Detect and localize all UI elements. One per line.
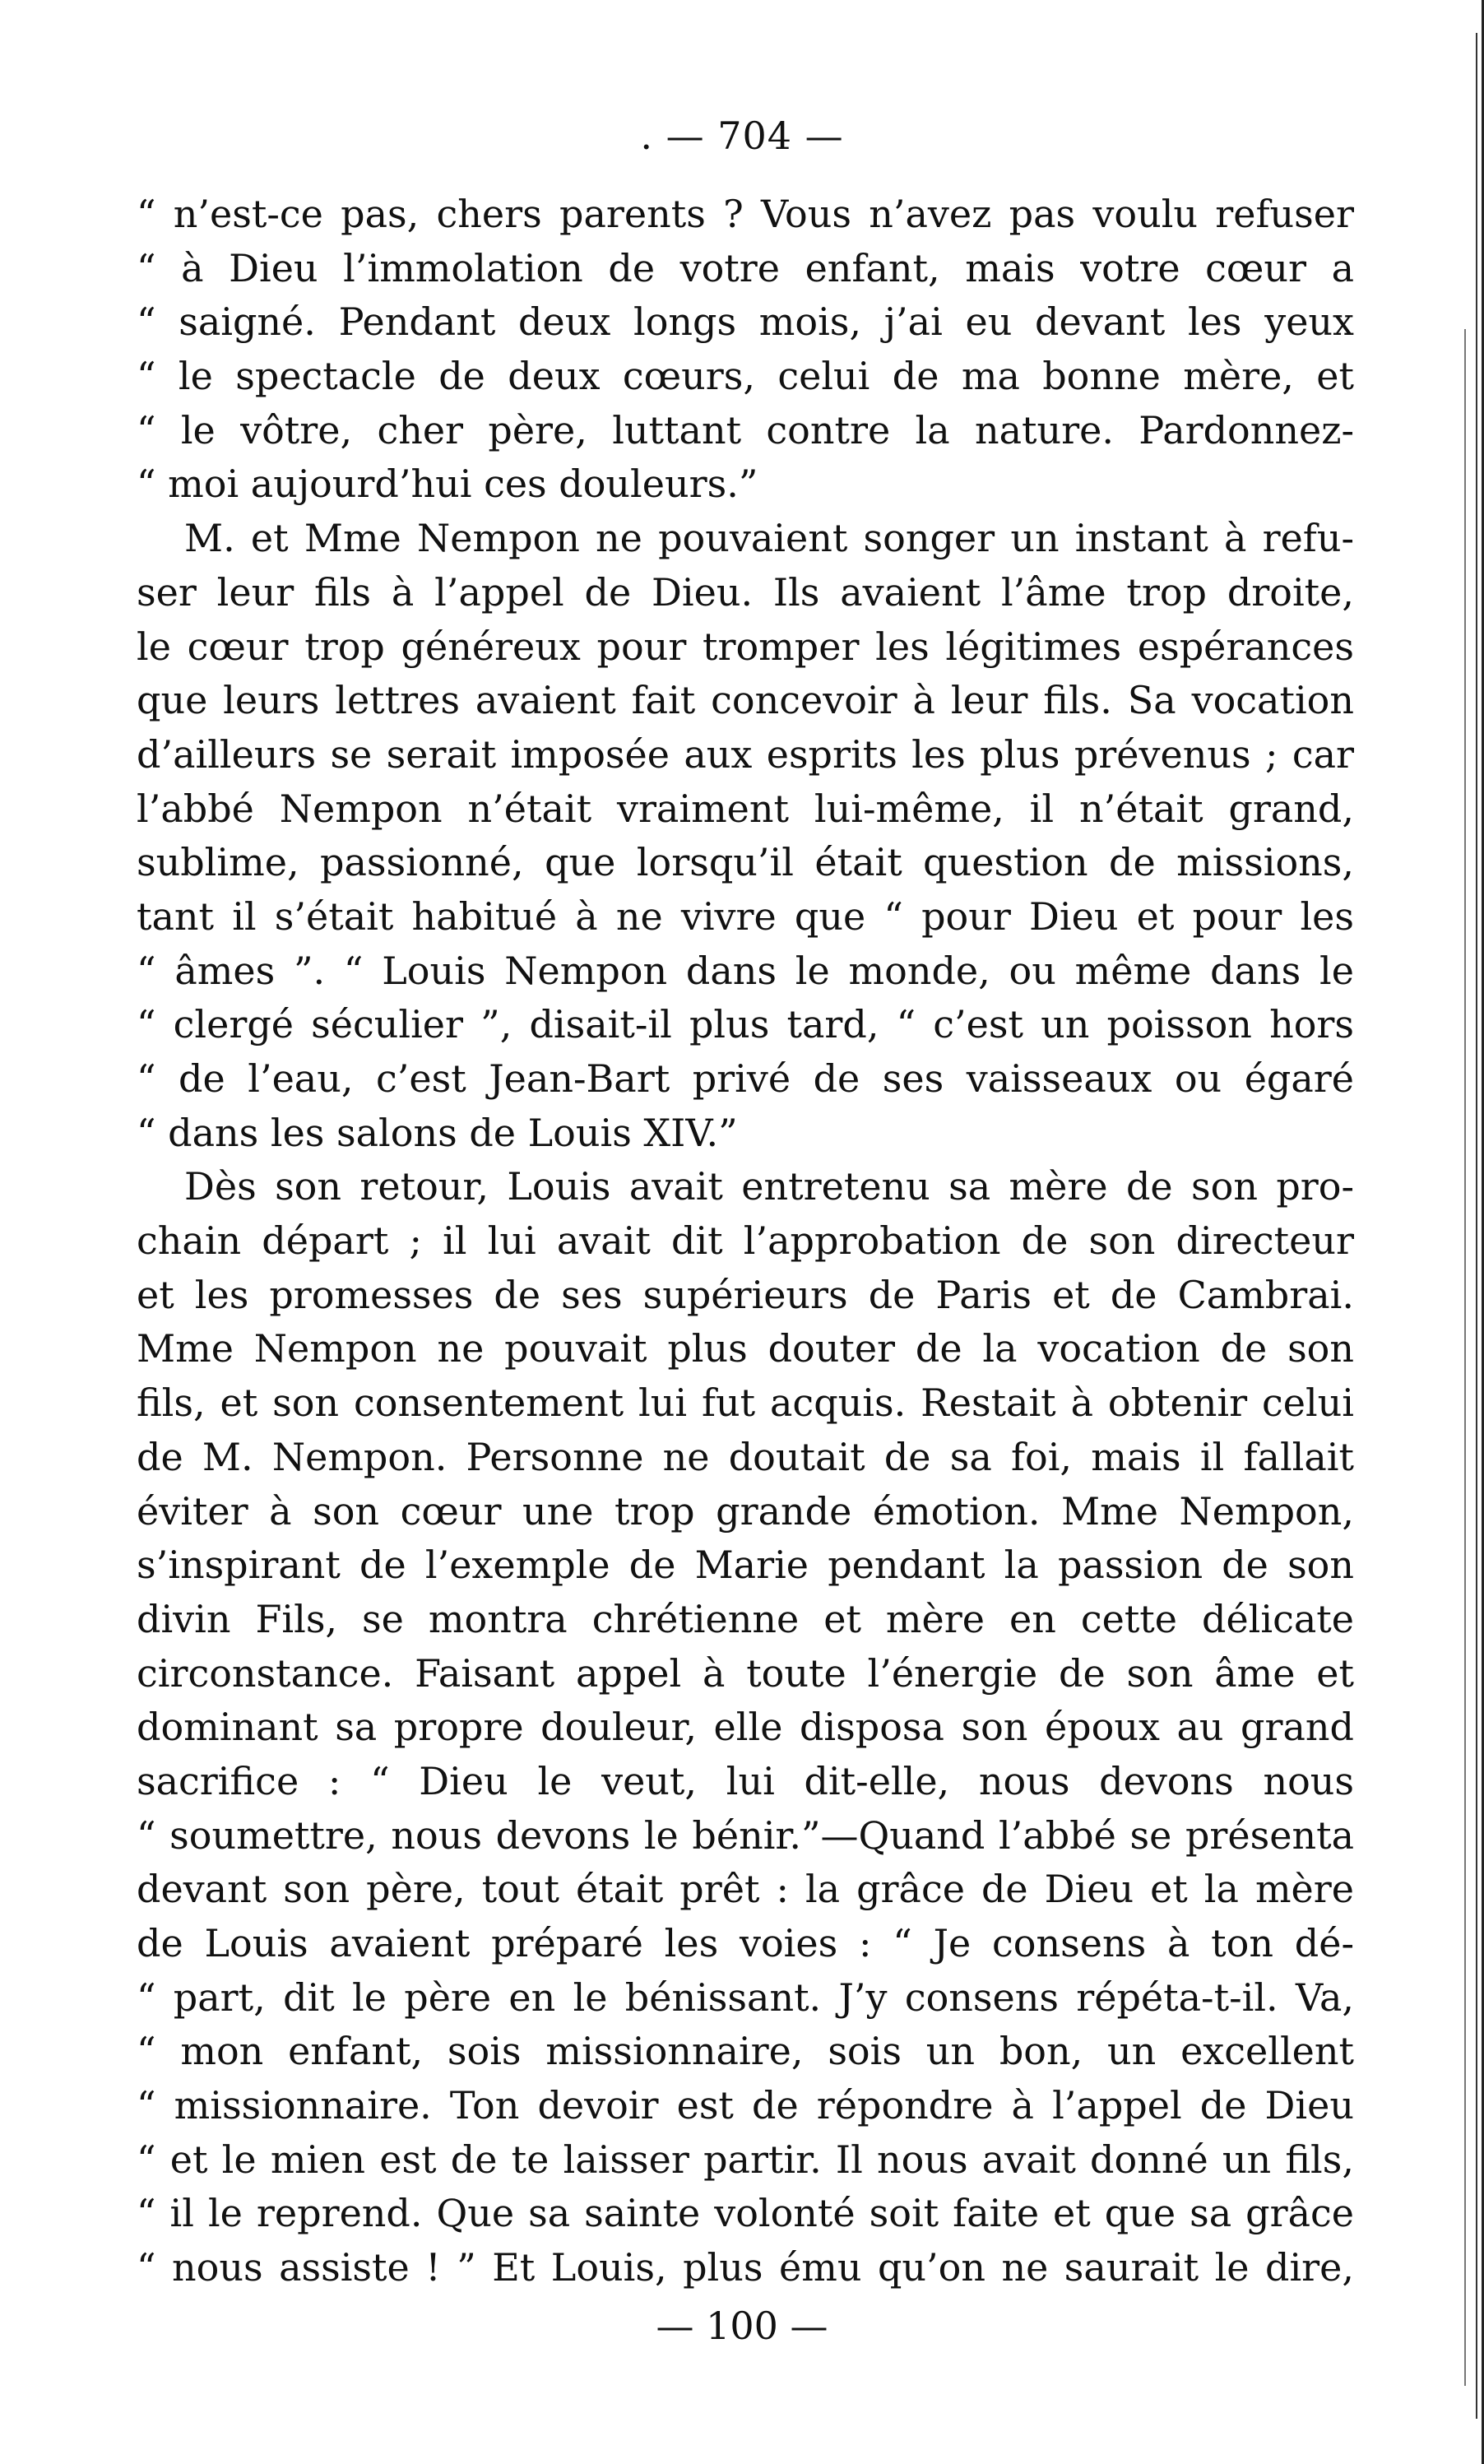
text-line: “ il le reprend. Que sa sainte volonté soit faite et que sa grâce	[137, 2191, 1354, 2236]
text-line: “ n’est-ce pas, chers parents ? Vous n’avez pas voulu refuser	[137, 192, 1354, 236]
text-line: fils, et son consentement lui fut acquis. Restait à obtenir celui	[137, 1380, 1354, 1426]
text-line: “ nous assiste ! ” Et Louis, plus ému qu’on ne saurait le dire,	[137, 2245, 1354, 2290]
page-edge-line	[1476, 33, 1477, 2419]
text-line: “ de l’eau, c’est Jean-Bart privé de ses vaisseaux ou égaré	[137, 1056, 1354, 1101]
text-line: et les promesses de ses supérieurs de Paris et de Cambrai.	[137, 1272, 1354, 1317]
text-line: de M. Nempon. Personne ne doutait de sa foi, mais il fallait	[137, 1434, 1354, 1479]
text-line: “ saigné. Pendant deux longs mois, j’ai eu devant les yeux	[137, 299, 1354, 345]
text-line: “ âmes ”. “ Louis Nempon dans le monde, ou même dans le	[137, 948, 1354, 993]
text-line: divin Fils, se montra chrétienne et mère en cette délicate	[137, 1596, 1354, 1641]
text-line: M. et Mme Nempon ne pouvaient songer un instant à refu-	[184, 516, 1354, 561]
signature-mark-footer: — 100 —	[656, 2304, 828, 2348]
text-line: dominant sa propre douleur, elle disposa son époux au grand	[137, 1705, 1354, 1750]
text-line: “ le vôtre, cher père, luttant contre la nature. Pardonnez-	[137, 407, 1354, 452]
page-edge-line	[1464, 329, 1466, 2386]
text-line: “ soumettre, nous devons le bénir.”—Quand l’abbé se présenta	[137, 1812, 1354, 1858]
text-line: “ moi aujourd’hui ces douleurs.”	[137, 462, 758, 507]
text-line: circonstance. Faisant appel à toute l’énergie de son âme et	[137, 1650, 1354, 1696]
text-line: éviter à son cœur une trop grande émotion. Mme Nempon,	[137, 1488, 1354, 1534]
text-line: sacrifice : “ Dieu le veut, lui dit-elle, nous devons nous	[137, 1758, 1354, 1803]
text-line: l’abbé Nempon n’était vraiment lui-même, il n’était grand,	[137, 786, 1354, 831]
text-line: Mme Nempon ne pouvait plus douter de la vocation de son	[137, 1326, 1354, 1371]
text-line: devant son père, tout était prêt : la grâce de Dieu et la mère	[137, 1867, 1354, 1912]
body-text	[137, 188, 1354, 2295]
text-line: chain départ ; il lui avait dit l’approbation de son directeur	[137, 1218, 1354, 1264]
text-line: de Louis avaient préparé les voies : “ Je consens à ton dé-	[137, 1921, 1354, 1965]
text-line: “ dans les salons de Louis XIV.”	[137, 1110, 738, 1155]
scanned-page-edge	[1451, 0, 1484, 2464]
text-line: d’ailleurs se serait imposée aux esprits les plus prévenus ; car	[137, 731, 1354, 777]
text-line: “ le spectacle de deux cœurs, celui de ma bonne mère, et	[137, 354, 1354, 399]
text-line: ser leur fils à l’appel de Dieu. Ils avaient l’âme trop droite,	[137, 569, 1354, 615]
text-line: que leurs lettres avaient fait concevoir à leur fils. Sa vocation	[137, 678, 1354, 723]
text-line: “ clergé séculier ”, disait-il plus tard, “ c’est un poisson hors	[137, 1002, 1354, 1047]
text-line: Dès son retour, Louis avait entretenu sa mère de son pro-	[184, 1164, 1354, 1209]
text-line: le cœur trop généreux pour tromper les légitimes espérances	[137, 624, 1354, 669]
text-line: “ mon enfant, sois missionnaire, sois un bon, un excellent	[137, 2029, 1354, 2074]
page-number-header: . — 704 —	[640, 114, 844, 158]
text-line: “ part, dit le père en le bénissant. J’y consens répéta-t-il. Va,	[137, 1974, 1354, 2020]
text-line: s’inspirant de l’exemple de Marie pendant la passion de son	[137, 1543, 1354, 1588]
text-line: sublime, passionné, que lorsqu’il était question de missions,	[137, 840, 1354, 885]
text-line: “ et le mien est de te laisser partir. Il nous avait donné un fils,	[137, 2137, 1354, 2182]
text-line: “ missionnaire. Ton devoir est de répondre à l’appel de Dieu	[137, 2083, 1354, 2128]
text-line: tant il s’était habitué à ne vivre que “ pour Dieu et pour les	[137, 893, 1354, 939]
text-line: “ à Dieu l’immolation de votre enfant, mais votre cœur a	[137, 245, 1354, 290]
